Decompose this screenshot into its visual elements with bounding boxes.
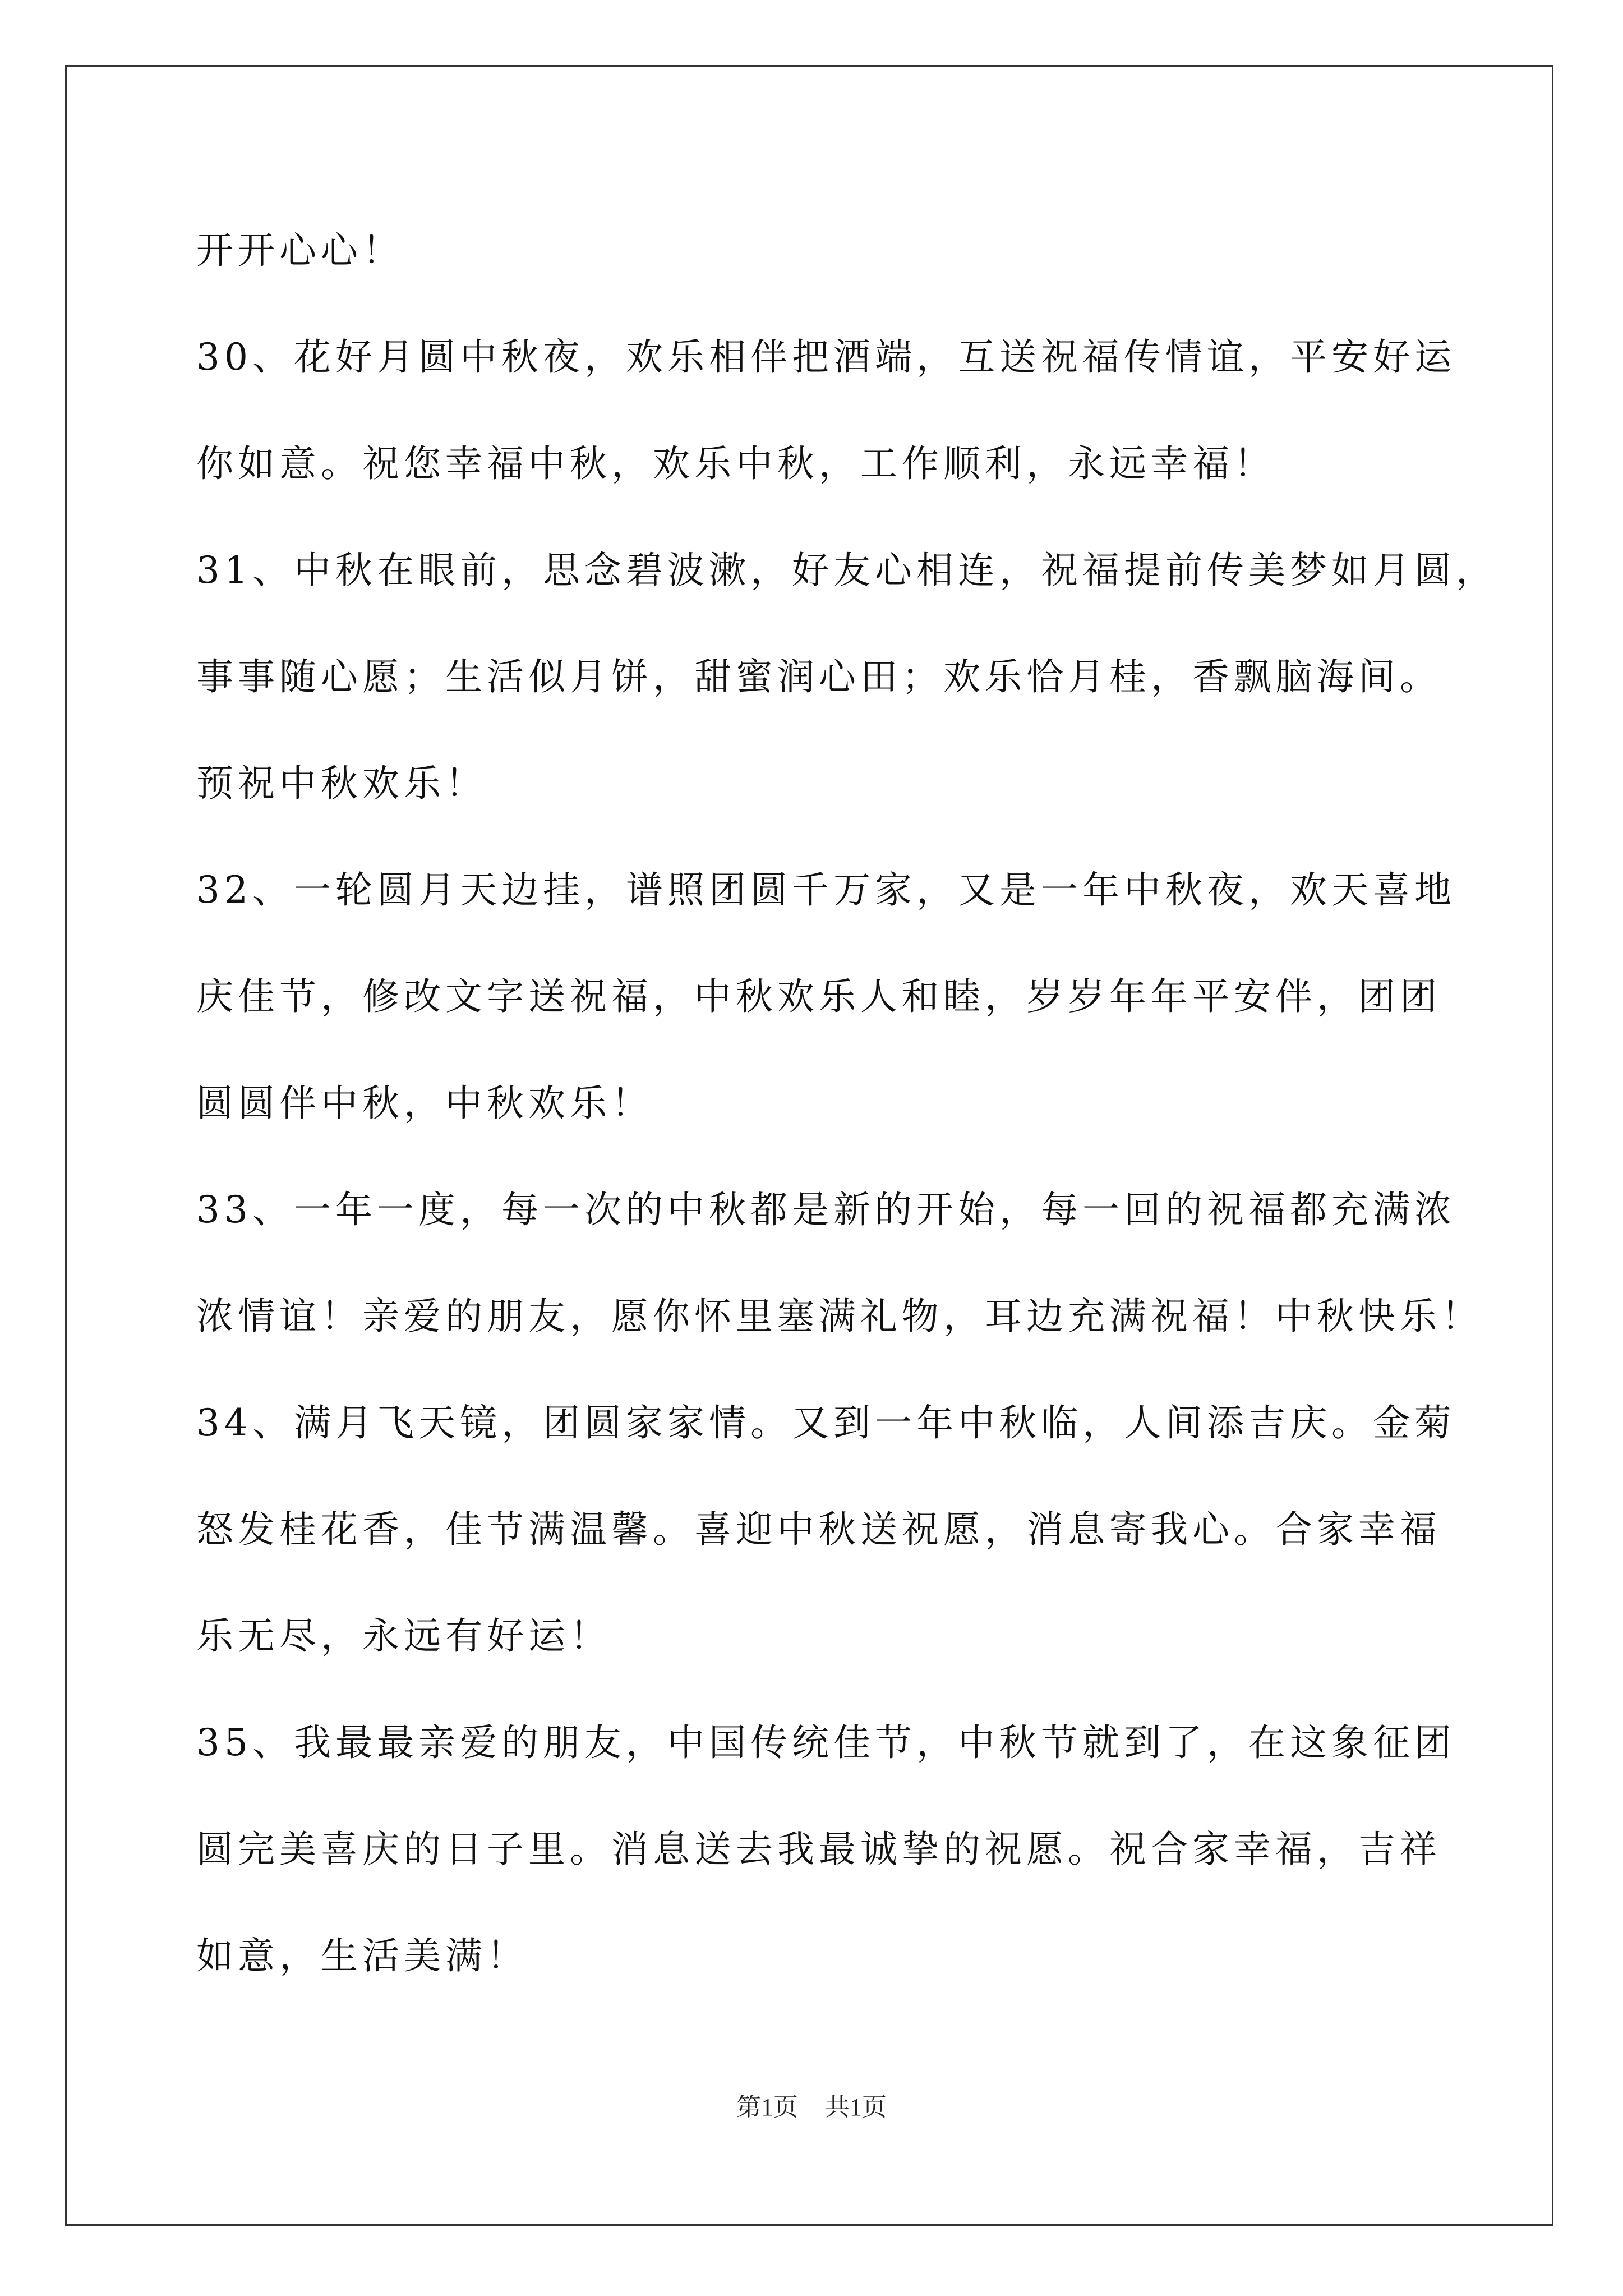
text-line: 33、一年一度，每一次的中秋都是新的开始，每一回的祝福都充满浓	[196, 1188, 1456, 1231]
text-line: 35、我最最亲爱的朋友，中国传统佳节，中秋节就到了，在这象征团	[196, 1721, 1456, 1764]
text-line: 32、一轮圆月天边挂，谱照团圆千万家，又是一年中秋夜，欢天喜地	[196, 868, 1456, 912]
text-line: 圆圆伴中秋，中秋欢乐！	[196, 1082, 653, 1125]
text-line: 庆佳节，修改文字送祝福，中秋欢乐人和睦，岁岁年年平安伴，团团	[196, 975, 1441, 1018]
page-total: 共1页	[825, 2093, 887, 2121]
page-footer	[0, 2087, 1623, 2123]
page-number: 第1页	[736, 2093, 798, 2121]
text-line: 浓情谊！亲爱的朋友，愿你怀里塞满礼物，耳边充满祝福！中秋快乐！	[196, 1295, 1483, 1338]
text-line: 乐无尽，永远有好运！	[196, 1614, 611, 1658]
text-line: 怒发桂花香，佳节满温馨。喜迎中秋送祝愿，消息寄我心。合家幸福	[196, 1508, 1441, 1551]
text-line: 34、满月飞天镜，团圆家家情。又到一年中秋临，人间添吉庆。金菊	[196, 1401, 1456, 1444]
document-body	[196, 197, 1497, 2009]
text-line: 31、中秋在眼前，思念碧波漱，好友心相连，祝福提前传美梦如月圆，	[196, 549, 1497, 592]
text-line: 你如意。祝您幸福中秋，欢乐中秋，工作顺利，永远幸福！	[196, 442, 1275, 485]
text-line: 如意，生活美满！	[196, 1934, 528, 1977]
text-line: 圆完美喜庆的日子里。消息送去我最诚挚的祝愿。祝合家幸福，吉祥	[196, 1828, 1441, 1871]
text-line: 事事随心愿；生活似月饼，甜蜜润心田；欢乐恰月桂，香飘脑海间。	[196, 655, 1441, 698]
text-line: 30、花好月圆中秋夜，欢乐相伴把酒端，互送祝福传情谊，平安好运	[196, 335, 1456, 379]
text-line: 开开心心！	[196, 229, 404, 272]
text-line: 预祝中秋欢乐！	[196, 762, 487, 805]
